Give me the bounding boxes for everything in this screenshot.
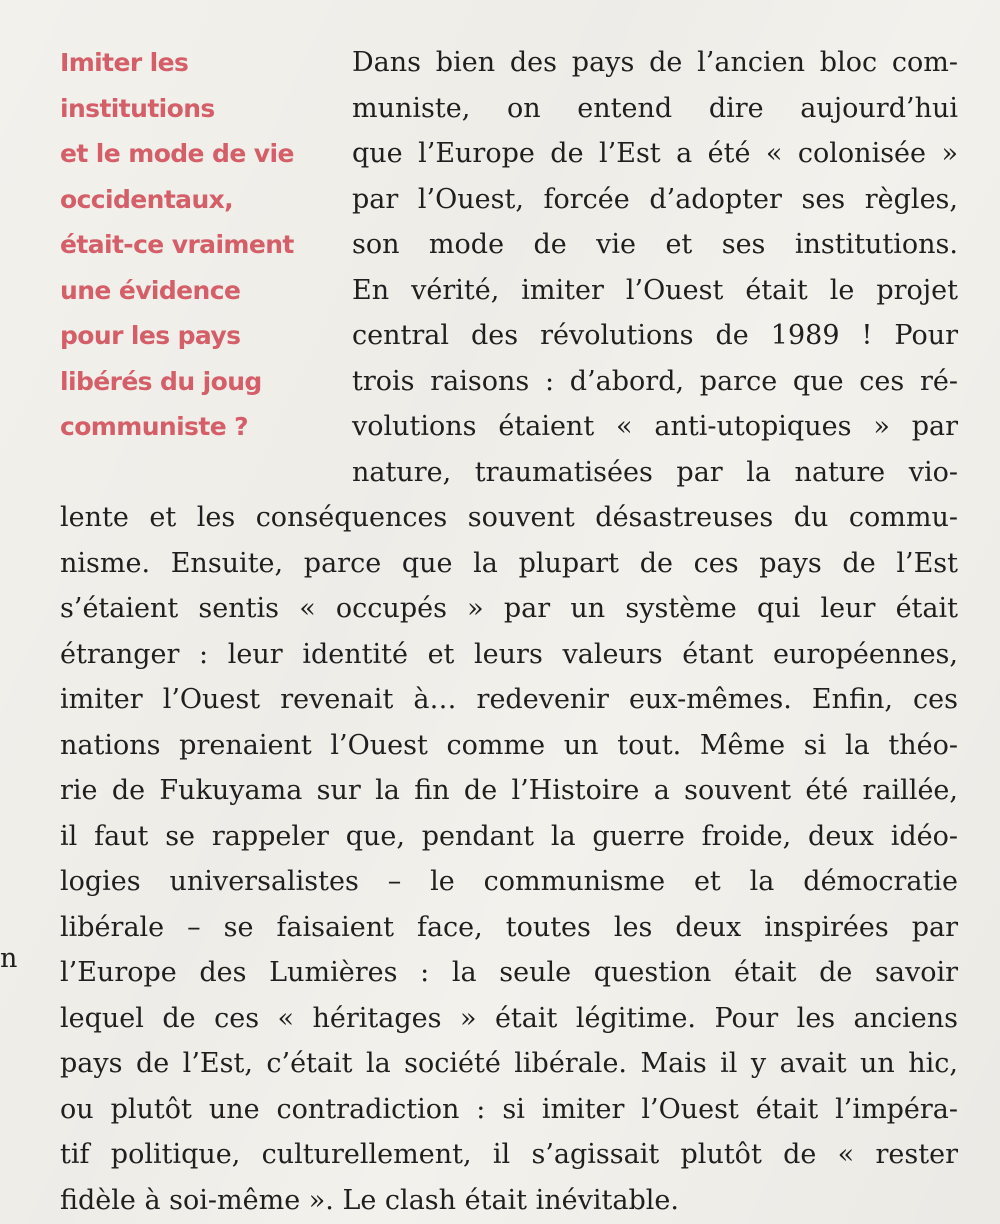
article-line: ou plutôt une contradiction : si imiter l’Ouest était l’impéra-: [60, 1093, 958, 1125]
margin-text-fragment: n: [0, 943, 18, 974]
article-line: central des révolutions de 1989 ! Pour: [352, 320, 958, 351]
pull-quote-line: occidentaux,: [60, 184, 234, 214]
article-line: il faut se rappeler que, pendant la guerre froide, deux idéo-: [60, 820, 958, 852]
pull-quote-line: et le mode de vie: [60, 139, 294, 168]
article-line: fidèle à soi-même ». Le clash était inévitable.: [60, 1184, 679, 1216]
article-line: nisme. Ensuite, parce que la plupart de ces pays de l’Est: [60, 547, 958, 579]
pull-quote-line: Imiter les: [60, 48, 189, 77]
article-line: En vérité, imiter l’Ouest était le projet: [352, 274, 958, 306]
article-line: rie de Fukuyama sur la fin de l’Histoire a souvent été raillée,: [60, 775, 958, 806]
article-body: [0, 40, 1000, 1223]
article-line: imiter l’Ouest revenait à… redevenir eux-mêmes. Enfin, ces: [60, 684, 958, 715]
article-line: son mode de vie et ses institutions.: [352, 229, 958, 260]
article-line: nations prenaient l’Ouest comme un tout. Même si la théo-: [60, 729, 958, 761]
article-line: étranger : leur identité et leurs valeurs étant européennes,: [60, 638, 958, 670]
article-line: muniste, on entend dire aujourd’hui: [352, 92, 958, 124]
article-line: volutions étaient « anti-utopiques » par: [352, 411, 958, 442]
pull-quote-line: communiste ?: [60, 412, 249, 441]
article-line: tif politique, culturellement, il s’agissait plutôt de « rester: [60, 1139, 958, 1170]
article-line: que l’Europe de l’Est a été « colonisée »: [352, 138, 958, 169]
article-line: trois raisons : d’abord, parce que ces ré-: [352, 365, 958, 397]
article-line: l’Europe des Lumières : la seule question était de savoir: [60, 957, 958, 988]
article-line: lente et les conséquences souvent désastreuses du commu-: [60, 502, 958, 533]
article-line: s’étaient sentis « occupés » par un système qui leur était: [60, 593, 958, 624]
article-line: nature, traumatisées par la nature vio-: [352, 456, 958, 488]
article-line: lequel de ces « héritages » était légitime. Pour les anciens: [60, 1002, 958, 1034]
pull-quote-line: pour les pays: [60, 321, 241, 350]
article-line: logies universalistes – le communisme et la démocratie: [60, 866, 958, 897]
pull-quote-line: libérés du joug: [60, 366, 262, 396]
pull-quote-line: était-ce vraiment: [60, 230, 294, 259]
article-line: Dans bien des pays de l’ancien bloc com-: [352, 47, 958, 78]
pull-quote-line: une évidence: [60, 275, 241, 305]
pull-quote-line: institutions: [60, 93, 215, 123]
article-line: par l’Ouest, forcée d’adopter ses règles,: [352, 183, 958, 215]
article-line: libérale – se faisaient face, toutes les deux inspirées par: [60, 911, 958, 943]
article-line: pays de l’Est, c’était la société libérale. Mais il y avait un hic,: [60, 1048, 958, 1079]
